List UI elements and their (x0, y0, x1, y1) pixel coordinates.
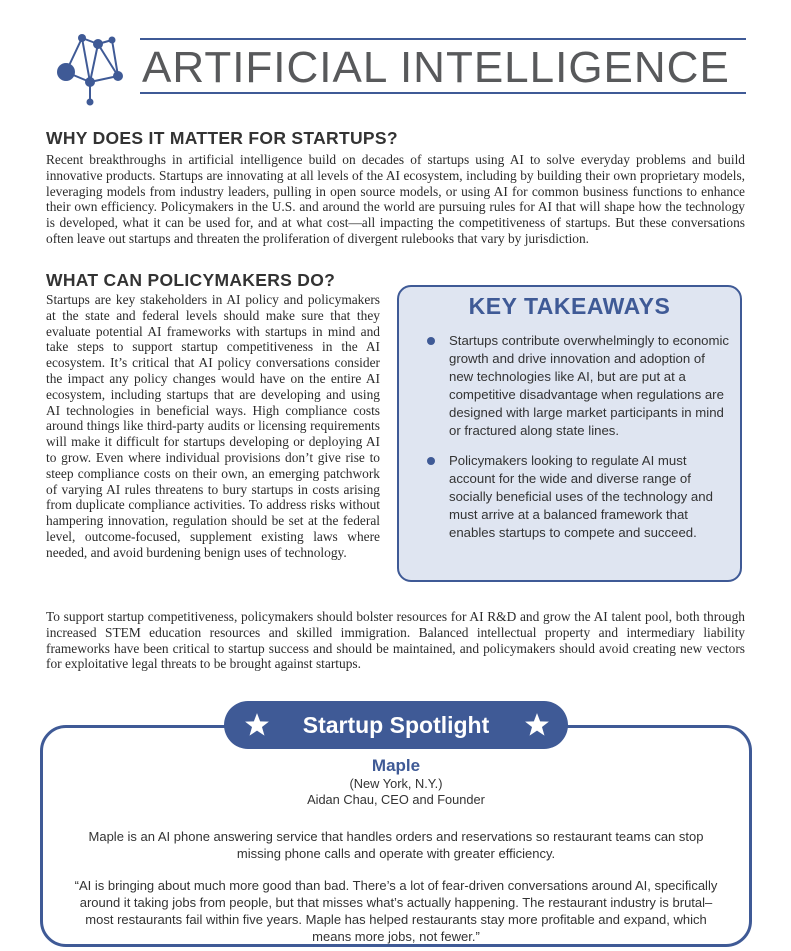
why-paragraph: Recent breakthroughs in artificial intelligence build on decades of startups using AI to solve everyday problems and build innovative products. Startups are innovating at all levels of the AI ecosystem, including by building their own proprietary models, leveraging models from industry leaders, pulling in open source models, or using AI for common business functions to enhance their own efficiency. Policymakers in the U.S. and around the world are pursuing rules for AI that will shape how the technology is developed, what it can be used for, and at what cost—all impacting the competitiveness of startups. But these conversations often leave out startups and threaten the proliferation of divergent rulebooks that vary by jurisdiction. (46, 152, 745, 246)
why-heading: WHY DOES IT MATTER FOR STARTUPS? (46, 128, 398, 148)
key-takeaways-box (397, 285, 742, 582)
bullet-icon (427, 457, 435, 465)
what-heading: WHAT CAN POLICYMAKERS DO? (46, 270, 336, 290)
bullet-icon (427, 337, 435, 345)
header-rule-top (140, 38, 746, 40)
takeaway-text: Startups contribute overwhelmingly to economic growth and drive innovation and adoption of new technologies like AI, but are put at a competitive disadvantage when regulations are designed with large market participants in mind or fractured along state lines. (449, 333, 730, 438)
company-name: Maple (371, 756, 421, 775)
header-rule-bottom (140, 92, 746, 94)
page-title: ARTIFICIAL INTELLIGENCE (142, 43, 730, 92)
startup-spotlight-banner (224, 701, 568, 749)
page-header (52, 30, 752, 110)
network-nodes-icon (52, 30, 130, 108)
spotlight-content (70, 756, 722, 945)
company-description: Maple is an AI phone answering service that handles orders and reservations so restaurant teams can stop missing phone calls and operate with greater efficiency. (88, 829, 704, 861)
list-item (449, 332, 730, 440)
company-location: (New York, N.Y.) (349, 776, 443, 791)
spotlight-title: Startup Spotlight (302, 712, 490, 738)
takeaway-text: Policymakers looking to regulate AI must account for the wide and diverse range of socially beneficial uses of the technology and must arrive at a balanced framework that enables startups to compete and succeed. (449, 453, 713, 540)
founder-quote: “AI is bringing about much more good than bad. There’s a lot of fear-driven conversations around AI, specifically around it taking jobs from people, but that misses what’s actually happening. The restaurant industry is brutal–most restaurants fail within five years. Maple has helped restaurants stay more profitable and expand, which means more jobs, not fewer.” (74, 878, 718, 944)
key-takeaways-title: KEY TAKEAWAYS (468, 293, 671, 319)
list-item (449, 452, 730, 542)
star-icon (524, 712, 550, 738)
what-paragraph: Startups are key stakeholders in AI policy and policymakers at the state and federal levels should make sure that they evaluate potential AI frameworks with startups in mind and take steps to support startup competitiveness in the AI ecosystem. It’s critical that AI policy conversations consider the impact any policy changes would have on the entire AI ecosystem, including startups that are developing and using AI technologies in beneficial ways. High compliance costs around things like third-party audits or licensing requirements will make it difficult for startups developing or deploying AI to grow. Even where individual provisions don’t give rise to steep compliance costs on their own, an emerging patchwork of varying AI rules threatens to bury startups in costs arising from duplicate compliance activities. To address risks without hampering innovation, regulation should be set at the federal level, outcome-focused, supplement existing laws where needed, and avoid burdening benign uses of technology. (46, 292, 380, 560)
support-paragraph: To support startup competitiveness, policymakers should bolster resources for AI R&D and grow the AI talent pool, both through increased STEM education resources and skilled immigration. Balanced intellectual property and intermediary liability frameworks have been critical to startup success and should be maintained, and policymakers should avoid creating new vectors for exploitative legal threats to be brought against startups. (46, 609, 745, 672)
key-takeaways-list (399, 332, 740, 542)
founder-line: Aidan Chau, CEO and Founder (307, 792, 485, 807)
